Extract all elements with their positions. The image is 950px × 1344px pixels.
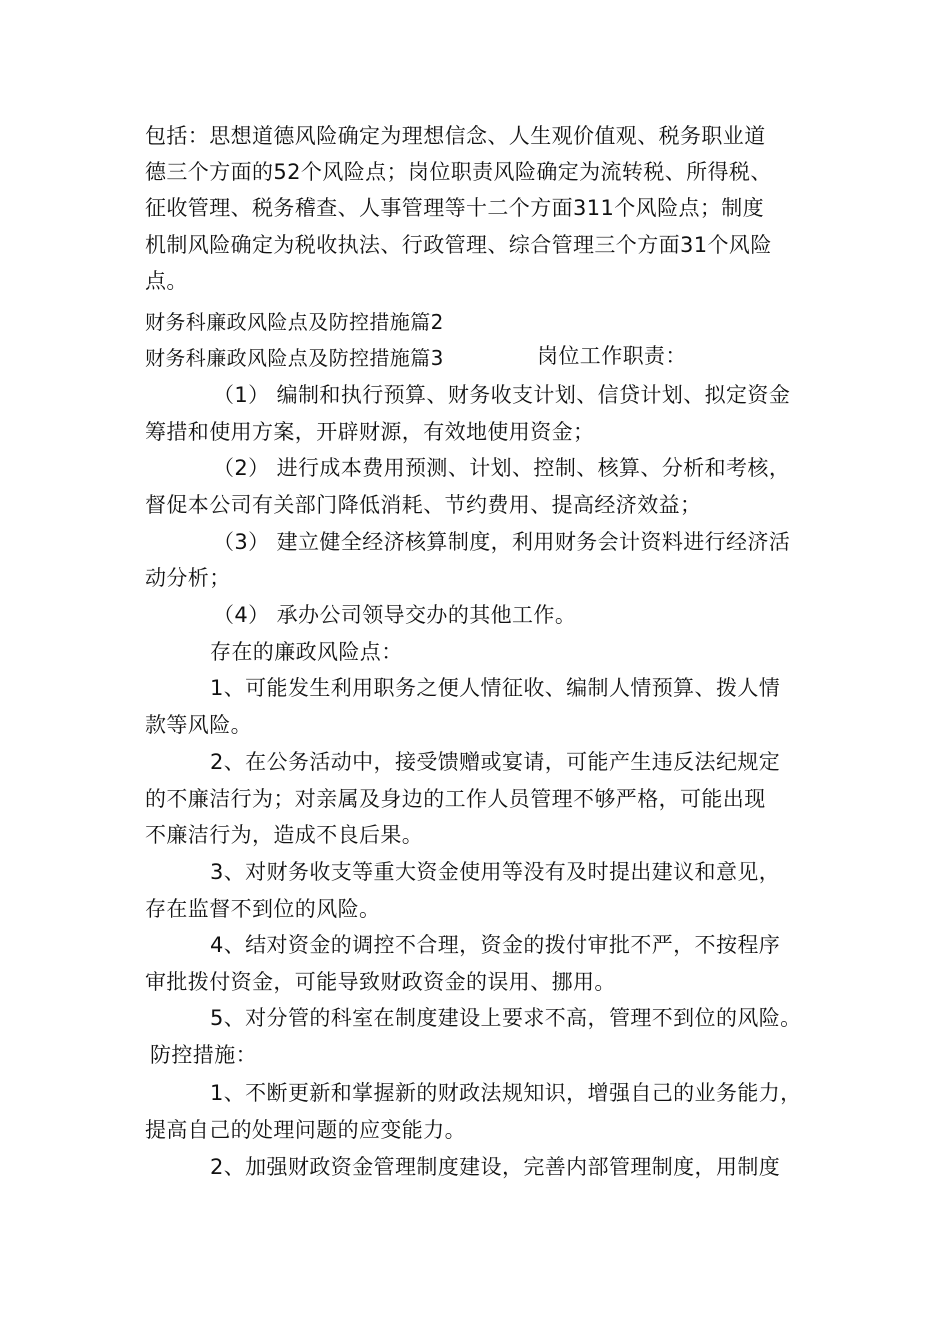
text-line: 筹措和使用方案，开辟财源，有效地使用资金； [145, 420, 595, 444]
text-line: 督促本公司有关部门降低消耗、节约费用、提高经济效益； [145, 493, 702, 517]
text-line: 1、不断更新和掌握新的财政法规知识，增强自己的业务能力， [210, 1081, 802, 1105]
text-line: 征收管理、税务稽查、人事管理等十二个方面311个风险点；制度 [145, 196, 765, 220]
text-line: （4） 承办公司领导交办的其他工作。 [213, 603, 577, 627]
text-line: 审批拨付资金，可能导致财政资金的误用、挪用。 [145, 970, 616, 994]
text-line: 点。 [145, 269, 188, 293]
text-line: （1） 编制和执行预算、财务收支计划、信贷计划、拟定资金 [213, 383, 791, 407]
subsection-heading: 存在的廉政风险点： [210, 640, 403, 664]
text-line: 4、结对资金的调控不合理，资金的拨付审批不严，不按程序 [210, 933, 781, 957]
text-line: 机制风险确定为税收执法、行政管理、综合管理三个方面31个风险 [145, 233, 772, 257]
text-line: 3、对财务收支等重大资金使用等没有及时提出建议和意见， [210, 860, 781, 884]
subsection-heading: 岗位工作职责： [537, 344, 687, 368]
text-line: 不廉洁行为，造成不良后果。 [145, 823, 424, 847]
text-line: 1、可能发生利用职务之便人情征收、编制人情预算、拨人情 [210, 676, 781, 700]
section-heading: 财务科廉政风险点及防控措施篇2 [145, 310, 444, 334]
text-line: 2、在公务活动中，接受馈赠或宴请，可能产生违反法纪规定 [210, 750, 781, 774]
section-heading: 财务科廉政风险点及防控措施篇3 [145, 346, 444, 370]
text-line: 提高自己的处理问题的应变能力。 [145, 1118, 466, 1142]
text-line: （2） 进行成本费用预测、计划、控制、核算、分析和考核， [213, 456, 791, 480]
text-line: 包括：思想道德风险确定为理想信念、人生观价值观、税务职业道 [145, 124, 766, 148]
text-line: 款等风险。 [145, 713, 252, 737]
text-line: 德三个方面的52个风险点；岗位职责风险确定为流转税、所得税、 [145, 160, 772, 184]
subsection-heading: 防控措施： [150, 1043, 257, 1067]
text-line: 存在监督不到位的风险。 [145, 897, 381, 921]
text-line: 的不廉洁行为；对亲属及身边的工作人员管理不够严格，可能出现 [145, 787, 766, 811]
text-line: （3） 建立健全经济核算制度，利用财务会计资料进行经济活 [213, 530, 791, 554]
text-line: 2、加强财政资金管理制度建设，完善内部管理制度，用制度 [210, 1155, 781, 1179]
text-line: 动分析； [145, 566, 231, 590]
text-line: 5、对分管的科室在制度建设上要求不高，管理不到位的风险。 [210, 1006, 802, 1030]
